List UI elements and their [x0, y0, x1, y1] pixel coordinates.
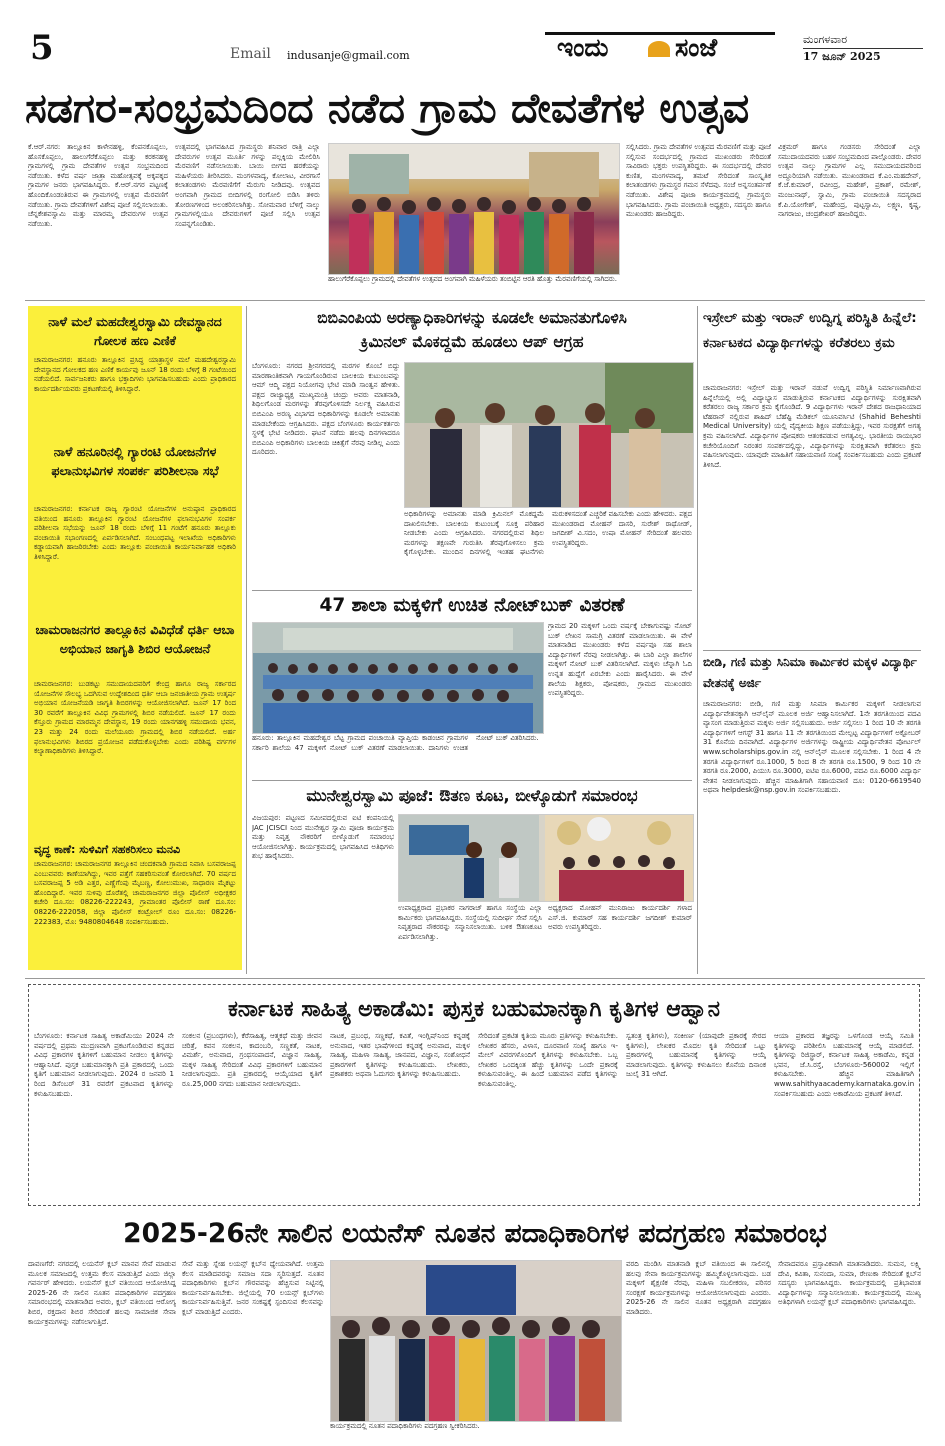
email-address[interactable]: indusanje@gmail.com — [287, 49, 410, 62]
aap-delegation-photo — [404, 362, 694, 508]
page-number: 5 — [30, 28, 54, 68]
email-label: Email — [230, 46, 271, 62]
divider — [252, 780, 692, 781]
story1-photo-caption: ಹಾಲುಗೆರೆಕೊಪ್ಪಲು ಗ್ರಾಮದಲ್ಲಿ ದೇವತೆಗಳ ಉತ್ಸವದ ಅಂಗವಾಗಿ ಮಹಿಳೆಯರು ತಂಬಿಟ್ಟಿನ ಆರತಿ ಹೊತ್ತು ಮೆರವಣಿಗೆಯಲ್ಲಿ ಸಾಗಿದರು. — [328, 275, 617, 283]
story2-headline-line2: ಕ್ರಿಮಿನಲ್ ಮೊಕದ್ದಮೆ ಹೂಡಲು ಆಪ್ ಆಗ್ರಹ — [360, 333, 584, 351]
divider — [246, 306, 247, 974]
story6-column-1: ದಾವಣಗೆರೆ: ನಗರದಲ್ಲಿ ಲಯನೆಸ್ ಕ್ಲಬ್ ಮಾನವ ಸೇವೆ ಮಾಡುವ ಮೂಲಕ ಸಮಾಜದಲ್ಲಿ ಉತ್ತಮ ಕೆಲಸ ಮಾಡುತ್ತಿದೆ ಎಂದು ಜಿಲ್ಲಾ ಗವರ್ನರ್ ಹೇಳಿದರು. ಲಯನೆಸ್ ಕ್ಲಬ್ ವತಿಯಿಂದ ಆಯೋಜಿಸಿದ್ದ 2025-26 ನೇ ಸಾಲಿನ ನೂತನ ಪದಾಧಿಕಾರಿಗಳ ಪದಗ್ರಹಣ ಸಮಾರಂಭದಲ್ಲಿ ಮಾತನಾಡಿದ ಅವರು, ಕ್ಲಬ್ ವತಿಯಿಂದ ಆರೋಗ್ಯ ಶಿಬಿರ, ರಕ್ತದಾನ ಶಿಬಿರ ಸೇರಿದಂತೆ ಹಲವು ಸಾಮಾಜಿಕ ಸೇವಾ ಕಾರ್ಯಕ್ರಮಗಳನ್ನು ನಡೆಸಲಾಗುತ್ತಿದೆ. — [28, 1260, 176, 1326]
divider — [697, 306, 698, 974]
story6-column-2: ಸೇವೆ ಮತ್ತು ಸ್ನೇಹ ಲಯನ್ಸ್ ಕ್ಲಬ್‌ನ ಧ್ಯೇಯವಾಗಿದೆ. ಉತ್ತಮ ಕೆಲಸ ಮಾಡಿದವರನ್ನು ಸಮಾಜ ಸದಾ ಸ್ಮರಿಸುತ್ತದೆ. ನೂತನ ಪದಾಧಿಕಾರಿಗಳು ಕ್ಲಬ್‌ನ ಗೌರವವನ್ನು ಹೆಚ್ಚಿಸುವ ನಿಟ್ಟಿನಲ್ಲಿ ಕಾರ್ಯನಿರ್ವಹಿಸಬೇಕು. ಜಿಲ್ಲೆಯಲ್ಲಿ 70 ಲಯನ್ಸ್ ಕ್ಲಬ್‌ಗಳು ಕಾರ್ಯನಿರ್ವಹಿಸುತ್ತಿವೆ. ಜನರ ಸಂಕಷ್ಟಕ್ಕೆ ಸ್ಪಂದಿಸುವ ಕೆಲಸವನ್ನು ಕ್ಲಬ್ ಮಾಡುತ್ತಿದೆ ಎಂದರು. — [182, 1260, 324, 1316]
story5-column-6: ಆಯಾ ಪ್ರಕಾರದ ತಜ್ಞರನ್ನು ಒಳಗೊಂಡ ಆಯ್ಕೆ ಸಮಿತಿ ಕೃತಿಗಳನ್ನು ಪರಿಶೀಲಿಸಿ ಬಹುಮಾನಕ್ಕೆ ಆಯ್ಕೆ ಮಾಡಲಿದೆ. ಕೃತಿಗಳನ್ನು ರಿಜಿಸ್ಟ್ರಾರ್, ಕರ್ನಾಟಕ ಸಾಹಿತ್ಯ ಅಕಾಡೆಮಿ, ಕನ್ನಡ ಭವನ, ಜೆ.ಸಿ.ರಸ್ತೆ, ಬೆಂಗಳೂರು-560002 ಇಲ್ಲಿಗೆ ಕಳುಹಿಸಬೇಕು. ಹೆಚ್ಚಿನ ಮಾಹಿತಿಗಾಗಿ www.sahithyaacademy.karnataka.gov.in ಸಂಪರ್ಕಿಸಬಹುದು ಎಂದು ಅಕಾಡೆಮಿಯ ಪ್ರಕಟಣೆ ತಿಳಿಸಿದೆ. — [774, 1032, 914, 1098]
story4-column-1: ವಿಜಯಪುರ: ಪಟ್ಟಣದ ಸಮೀಪದಲ್ಲಿರುವ ಐಟಿ ಕಂಪನಿಯಲ್ಲಿ JAC JCISCI ನಿಂದ ಮುನೇಶ್ವರ ಸ್ವಾಮಿ ಪೂಜಾ ಕಾರ್ಯಕ್ರಮ ಮತ್ತು ನಿವೃತ್ತ ನೌಕರರಿಗೆ ಬೀಳ್ಕೊಡುಗೆ ಸಮಾರಂಭ ಆಯೋಜಿಸಲಾಗಿತ್ತು. ಕಾರ್ಯಕ್ರಮದಲ್ಲಿ ಭಾಗವಹಿಸಿದ ಅತಿಥಿಗಳು ಶುಭ ಹಾರೈಸಿದರು. — [252, 814, 394, 861]
logo-text-right: ಸಂಜೆ — [675, 33, 718, 62]
notice3-headline: ಚಾಮರಾಜನಗರ ತಾಲ್ಲೂಕಿನ ವಿವಿಧೆಡೆ ಧರ್ತಿ ಆಬಾ ಅಭಿಯಾನ ಜಾಗೃತಿ ಶಿಬಿರ ಆಯೋಜನೆ — [35, 622, 235, 656]
story4-column-2: ಉಪಾಧ್ಯಕ್ಷರಾದ ಪ್ರಭಾಕರ ನಾಗರಾಜ್ ಹಾಗೂ ಸಂಸ್ಥೆಯ ಎಲ್ಲಾ ಕಾರ್ಮಿಕರು ಭಾಗವಹಿಸಿದ್ದರು. ಸಂಸ್ಥೆಯಲ್ಲಿ ಸುದೀರ್ಘ ಸೇವೆ ಸಲ್ಲಿಸಿ ನಿವೃತ್ತರಾದ ನೌಕರರನ್ನು ಸನ್ಮಾನಿಸಲಾಯಿತು. ಬಳಿಕ ಔತಣಕೂಟ ಏರ್ಪಡಿಸಲಾಗಿತ್ತು. — [398, 904, 542, 941]
notice3-body: ಚಾಮರಾಜನಗರ: ಬುಡಕಟ್ಟು ಸಮುದಾಯದವರಿಗೆ ಕೇಂದ್ರ ಹಾಗೂ ರಾಜ್ಯ ಸರ್ಕಾರದ ಯೋಜನೆಗಳ ಸೌಲಭ್ಯ ಒದಗಿಸುವ ಉದ್ದೇಶದಿಂದ ಧರ್ತಿ ಆಬಾ ಜನಜಾತೀಯ ಗ್ರಾಮ ಉತ್ಕರ್ಷ ಅಭಿಯಾನ ಯೋಜನೆಯಡಿ ಜಾಗೃತಿ ಶಿಬಿರಗಳನ್ನು ಆಯೋಜಿಸಲಾಗಿದೆ. ಜೂನ್ 17 ರಿಂದ 30 ರವರೆಗೆ ತಾಲ್ಲೂಕಿನ ವಿವಿಧ ಗ್ರಾಮಗಳಲ್ಲಿ ಶಿಬಿರ ನಡೆಯಲಿದೆ. ಜೂನ್ 17 ರಂದು ಕೆಸ್ತೂರು ಗ್ರಾಮದ ಮಾರಮ್ಮನ ದೇವಸ್ಥಾನ, 19 ರಂದು ಯಾನಗಹಳ್ಳಿ ಸಮುದಾಯ ಭವನ, 23 ಮತ್ತು 24 ರಂದು ಮಲೆಯೂರು ಗ್ರಾಮದಲ್ಲಿ ಶಿಬಿರ ನಡೆಯಲಿದೆ. ಅರ್ಹ ಫಲಾನುಭವಿಗಳು ಶಿಬಿರದ ಪ್ರಯೋಜನ ಪಡೆದುಕೊಳ್ಳಬೇಕು ಎಂದು ಪರಿಶಿಷ್ಟ ವರ್ಗಗಳ ಕಲ್ಯಾಣಾಧಿಕಾರಿಗಳು ತಿಳಿಸಿದ್ದಾರೆ. — [34, 680, 236, 756]
issue-weekday: ಮಂಗಳವಾರ — [803, 33, 923, 49]
box-right1-body: ಚಾಮರಾಜನಗರ: ಇಸ್ರೇಲ್ ಮತ್ತು ಇರಾನ್ ನಡುವೆ ಉದ್ವಿಗ್ನ ಪರಿಸ್ಥಿತಿ ನಿರ್ಮಾಣವಾಗಿರುವ ಹಿನ್ನೆಲೆಯಲ್ಲಿ ಅಲ್ಲಿ ವಿದ್ಯಾಭ್ಯಾಸ ಮಾಡುತ್ತಿರುವ ಕರ್ನಾಟಕದ ವಿದ್ಯಾರ್ಥಿಗಳನ್ನು ಸುರಕ್ಷಿತವಾಗಿ ಕರೆತರಲು ರಾಜ್ಯ ಸರ್ಕಾರ ಕ್ರಮ ಕೈಗೊಂಡಿದೆ. 9 ವಿದ್ಯಾರ್ಥಿಗಳು ಇರಾನ್ ದೇಶದ ರಾಜಧಾನಿಯಾದ ಟೆಹರಾನ್ ನಲ್ಲಿರುವ ಶಾಹಿದ್ ಬೆಹೆಷ್ಟಿ ಮೆಡಿಕಲ್ ಯೂನಿವರ್ಸಿಟಿ (Shahid Beheshti Medical University) ಯಲ್ಲಿ ವೈದ್ಯಕೀಯ ಶಿಕ್ಷಣ ಪಡೆಯುತ್ತಿದ್ದು, ಇವರ ಸುರಕ್ಷತೆಗೆ ಅಗತ್ಯ ಕ್ರಮ ವಹಿಸಲಾಗಿದೆ. ವಿದ್ಯಾರ್ಥಿಗಳ ಪೋಷಕರು ಆತಂಕಪಡುವ ಅಗತ್ಯವಿಲ್ಲ. ಭಾರತೀಯ ರಾಯಭಾರ ಕಚೇರಿಯೊಂದಿಗೆ ನಿರಂತರ ಸಂಪರ್ಕದಲ್ಲಿದ್ದು, ವಿದ್ಯಾರ್ಥಿಗಳನ್ನು ಸುರಕ್ಷಿತವಾಗಿ ಕರೆತರಲು ಕ್ರಮ ವಹಿಸಲಾಗುವುದು. ಯಾವುದೇ ಮಾಹಿತಿಗೆ ಸಹಾಯವಾಣಿ ಸಂಖ್ಯೆ ಸಂಪರ್ಕಿಸಬಹುದು ಎಂದು ಪ್ರಕಟಣೆ ತಿಳಿಸಿದೆ. — [703, 384, 921, 469]
story5-headline: ಕರ್ನಾಟಕ ಸಾಹಿತ್ಯ ಅಕಾಡೆಮಿ: ಪುಸ್ತಕ ಬಹುಮಾನಕ್ಕಾಗಿ ಕೃತಿಗಳ ಆಹ್ವಾನ — [228, 997, 720, 1022]
notice4-headline: ವೃದ್ಧ ಕಾಣೆ: ಸುಳಿವಿಗೆ ಸಹಕರಿಸಲು ಮನವಿ — [34, 843, 181, 856]
story3-column-right: ಗ್ರಾಮದ 20 ಮಕ್ಕಳಿಗೆ ಒಂದು ವರ್ಷಕ್ಕೆ ಬೇಕಾಗುವಷ್ಟು ನೋಟ್ ಬುಕ್ ಲೇಖನ ಸಾಮಗ್ರಿ ವಿತರಣೆ ಮಾಡಲಾಯಿತು. ಈ ವೇಳೆ ಮಾತನಾಡಿದ ಮುಖಂಡರು ಕಳೆದ ವರ್ಷವೂ ಸಹ ಶಾಲಾ ವಿದ್ಯಾರ್ಥಿಗಳಿಗೆ ನೆರವು ನೀಡಲಾಗಿತ್ತು. ಈ ಬಾರಿ ಎಲ್ಲಾ ಶಾಲೆಗಳ ಮಕ್ಕಳಿಗೆ ನೋಟ್ ಬುಕ್ ವಿತರಿಸಲಾಗಿದೆ. ಮಕ್ಕಳು ಚೆನ್ನಾಗಿ ಓದಿ ಉನ್ನತ ಹುದ್ದೆಗೆ ಏರಬೇಕು ಎಂದು ಹಾರೈಸಿದರು. ಈ ವೇಳೆ ಶಾಲೆಯ ಶಿಕ್ಷಕರು, ಪೋಷಕರು, ಗ್ರಾಮದ ಮುಖಂಡರು ಉಪಸ್ಥಿತರಿದ್ದರು. — [548, 622, 692, 698]
story1-column-4: ವಿಕ್ರಮರ್ ಹಾಗೂ ಗಂಡಸರು ಸೇರಿದಂತೆ ಎಲ್ಲಾ ಸಮುದಾಯದವರು ಬಹಳ ಸಂಭ್ರಮದಿಂದ ಪಾಲ್ಗೊಂಡರು. ದೇವರ ಉತ್ಸವ ನಾಲ್ಕು ಗ್ರಾಮಗಳ ಎಲ್ಲ ಸಮುದಾಯದವರಿಂದ ಅದ್ದೂರಿಯಾಗಿ ನಡೆಯಿತು. ಮುಖಂಡರಾದ ಕೆ.ಎಂ.ಮಹದೇವ್, ಕೆ.ಜೆ.ಕುಮಾರ್, ರವೀಂದ್ರ, ಮಹೇಶ್, ಪ್ರಕಾಶ್, ರಮೇಶ್, ಮಂಜುನಾಥ್, ಸ್ವಾಮಿ, ಗ್ರಾಮ ಪಂಚಾಯಿತಿ ಸದಸ್ಯರಾದ ಕೆ.ಪಿ.ಯೋಗೇಶ್, ಮಹೇಂದ್ರ, ಪುಟ್ಟಸ್ವಾಮಿ, ಲಕ್ಷ್ಮಣ, ಕೃಷ್ಣ, ನಾಗರಾಜು, ಚಂದ್ರಶೇಖರ್ ಹಾಜರಿದ್ದರು. — [778, 143, 921, 219]
story1-column-3: ಸಲ್ಲಿಸಿದರು. ಗ್ರಾಮ ದೇವತೆಗಳ ಉತ್ಸವದ ಮೆರವಣಿಗೆ ಮತ್ತು ಪೂಜೆ ಸಲ್ಲಿಸುವ ಸಂದರ್ಭದಲ್ಲಿ ಗ್ರಾಮದ ಮುಖಂಡರು ಸೇರಿದಂತೆ ಸಾವಿರಾರು ಭಕ್ತರು ಉಪಸ್ಥಿತರಿದ್ದರು. ಈ ಸಂದರ್ಭದಲ್ಲಿ ದೇವರ ಕುಣಿತ, ಮಂಗಳವಾದ್ಯ, ತಮಟೆ ಸೇರಿದಂತೆ ಸಾಂಸ್ಕೃತಿಕ ಕಲಾತಂಡಗಳು ಗ್ರಾಮಸ್ಥರ ಗಮನ ಸೆಳೆದವು. ಸಂಜೆ ಅನ್ನಸಂತರ್ಪಣೆ ನಡೆಯಿತು. ವಿಶೇಷ ಪೂಜಾ ಕಾರ್ಯಕ್ರಮದಲ್ಲಿ ಗ್ರಾಮಸ್ಥರು ಭಾಗವಹಿಸಿದರು. ಗ್ರಾಮ ಪಂಚಾಯಿತಿ ಅಧ್ಯಕ್ಷರು, ಸದಸ್ಯರು ಹಾಗೂ ಮುಖಂಡರು ಹಾಜರಿದ್ದರು. — [626, 143, 771, 219]
logo-emblem-icon — [648, 41, 670, 57]
story6-headline: 2025-26ನೇ ಸಾಲಿನ ಲಯನೆಸ್ ನೂತನ ಪದಾಧಿಕಾರಿಗಳ ಪದಗ್ರಹಣ ಸಮಾರಂಭ — [123, 1218, 827, 1249]
story2-column-1: ಬೆಂಗಳೂರು: ನಗರದ ಶ್ರೀನಗರದಲ್ಲಿ ಮರಗಳ ಕೊಂಬೆ ಬಿದ್ದು ಮಾರಣಾಂತಿಕವಾಗಿ ಗಾಯಗೊಂಡಿರುವ ಬಾಲಕಿಯ ಕುಟುಂಬವನ್ನು ಆಮ್ ಆದ್ಮಿ ಪಕ್ಷದ ನಿಯೋಗವು ಭೇಟಿ ಮಾಡಿ ಸಾಂತ್ವನ ಹೇಳಿತು. ಪಕ್ಷದ ರಾಜ್ಯಾಧ್ಯಕ್ಷ ಮುಖ್ಯಮಂತ್ರಿ ಚಂದ್ರು ಅವರು ಮಾತನಾಡಿ, ಶಿಥಿಲಗೊಂಡ ಮರಗಳನ್ನು ತೆರವುಗೊಳಿಸದೇ ನಿರ್ಲಕ್ಷ್ಯ ವಹಿಸಿರುವ ಬಿಬಿಎಂಪಿ ಅರಣ್ಯ ವಿಭಾಗದ ಅಧಿಕಾರಿಗಳನ್ನು ಕೂಡಲೇ ಅಮಾನತು ಮಾಡಬೇಕೆಂದು ಆಗ್ರಹಿಸಿದರು. ಪಕ್ಷದ ಬೆಂಗಳೂರು ಕಾರ್ಯಕರ್ತರು ಸ್ಥಳಕ್ಕೆ ಭೇಟಿ ನೀಡಿದರು. ಘಟನೆ ನಡೆದು ಹಲವು ದಿನಗಳಾದರೂ ಬಿಬಿಎಂಪಿ ಅಧಿಕಾರಿಗಳು ಬಾಲಕಿಯ ಚಿಕಿತ್ಸೆಗೆ ನೆರವು ನೀಡಿಲ್ಲ ಎಂದು ದೂರಿದರು. — [252, 362, 400, 457]
notice2-body: ಚಾಮರಾಜನಗರ: ಕರ್ನಾಟಕ ರಾಜ್ಯ ಗ್ಯಾರಂಟಿ ಯೋಜನೆಗಳ ಅನುಷ್ಠಾನ ಪ್ರಾಧಿಕಾರದ ವತಿಯಿಂದ ಹನೂರು ತಾಲ್ಲೂಕಿನ ಗ್ಯಾರಂಟಿ ಯೋಜನೆಗಳ ಫಲಾನುಭವಿಗಳ ಸಂಪರ್ಕ ಪರಿಶೀಲನಾ ಸಭೆಯನ್ನು ಜೂನ್ 18 ರಂದು ಬೆಳಿಗ್ಗೆ 11 ಗಂಟೆಗೆ ಹನೂರು ತಾಲ್ಲೂಕು ಪಂಚಾಯಿತಿ ಸಭಾಂಗಣದಲ್ಲಿ ಏರ್ಪಡಿಸಲಾಗಿದೆ. ಸಂಬಂಧಪಟ್ಟ ಇಲಾಖೆಯ ಅಧಿಕಾರಿಗಳು ಕಡ್ಡಾಯವಾಗಿ ಹಾಜರಿರಬೇಕು ಎಂದು ತಾಲ್ಲೂಕು ಪಂಚಾಯಿತಿ ಕಾರ್ಯನಿರ್ವಾಹಕ ಅಧಿಕಾರಿ ತಿಳಿಸಿದ್ದಾರೆ. — [34, 505, 236, 561]
story2-column-2: ಅಧಿಕಾರಿಗಳನ್ನು ಅಮಾನತು ಮಾಡಿ ಕ್ರಿಮಿನಲ್ ಮೊಕದ್ದಮೆ ದಾಖಲಿಸಬೇಕು. ಬಾಲಕಿಯ ಕುಟುಂಬಕ್ಕೆ ಸೂಕ್ತ ಪರಿಹಾರ ನೀಡಬೇಕು ಎಂದು ಆಗ್ರಹಿಸಿದರು. ನಗರದಲ್ಲಿರುವ ಶಿಥಿಲ ಮರಗಳನ್ನು ತಕ್ಷಣವೇ ಗುರುತಿಸಿ ತೆರವುಗೊಳಿಸಲು ಕ್ರಮ ಕೈಗೊಳ್ಳಬೇಕು. ಮುಂದಿನ ದಿನಗಳಲ್ಲಿ ಇಂತಹ ಘಟನೆಗಳು ಮರುಕಳಿಸದಂತೆ ಎಚ್ಚರಿಕೆ ವಹಿಸಬೇಕು ಎಂದು ಹೇಳಿದರು. ಪಕ್ಷದ ಮುಖಂಡರಾದ ಮೋಹನ್ ದಾಸರಿ, ಸುರೇಶ್ ರಾಥೋಡ್, ಜಗದೀಶ್ ವಿ.ಸದಂ, ಉಷಾ ಮೋಹನ್ ಸೇರಿದಂತೆ ಹಲವರು ಉಪಸ್ಥಿತರಿದ್ದರು. — [404, 510, 692, 557]
story6-photo-caption: ಕಾರ್ಯಕ್ರಮದಲ್ಲಿ ನೂತನ ಪದಾಧಿಕಾರಿಗಳು ಪದಗ್ರಹಣ ಸ್ವೀಕರಿಸಿದರು. — [330, 1422, 480, 1430]
festival-procession-photo — [328, 143, 620, 275]
story6-column-4: ಸೇವಾದವರೂ ಪ್ರಸ್ತಾವಿಕವಾಗಿ ಮಾತನಾಡಿದರು. ಸುಮನ, ಲಕ್ಷ್ಮಿ ದೇವಿ, ಕವಿತಾ, ಸುನಂದಾ, ಸುಮಾ, ರೇಣುಕಾ ಸೇರಿದಂತೆ ಕ್ಲಬ್‌ನ ಸದಸ್ಯರು ಭಾಗವಹಿಸಿದ್ದರು. ಕಾರ್ಯಕ್ರಮದಲ್ಲಿ ಪ್ರತಿಭಾವಂತ ವಿದ್ಯಾರ್ಥಿಗಳನ್ನು ಸನ್ಮಾನಿಸಲಾಯಿತು. ಕಾರ್ಯಕ್ರಮದಲ್ಲಿ ಮುಖ್ಯ ಅತಿಥಿಗಳಾಗಿ ಲಯನ್ಸ್ ಕ್ಲಬ್ ಪದಾಧಿಕಾರಿಗಳು ಭಾಗವಹಿಸಿದ್ದರು. — [778, 1260, 921, 1307]
story5-column-5: ಸ್ವತಂತ್ರ ಕೃತಿಗಳು), ಸಂಕೀರ್ಣ (ಯಾವುದೇ ಪ್ರಕಾರಕ್ಕೆ ಸೇರದ ಕೃತಿಗಳು), ಲೇಖಕರ ಮೊದಲ ಕೃತಿ ಸೇರಿದಂತೆ ಒಟ್ಟು ಪ್ರಕಾರಗಳಲ್ಲಿ ಬಹುಮಾನಕ್ಕೆ ಕೃತಿಗಳನ್ನು ಆಯ್ಕೆ ಮಾಡಲಾಗುವುದು. ಕೃತಿಗಳನ್ನು ಕಳುಹಿಸಲು ಕೊನೆಯ ದಿನಾಂಕ ಜುಲೈ 31 ಆಗಿದೆ. — [626, 1032, 766, 1079]
felicitation-ceremony-photo — [398, 814, 694, 902]
notice1-body: ಚಾಮರಾಜನಗರ: ಹನೂರು ತಾಲ್ಲೂಕಿನ ಪ್ರಸಿದ್ಧ ಯಾತ್ರಾಸ್ಥಳ ಮಲೆ ಮಹದೇಶ್ವರಸ್ವಾಮಿ ದೇವಸ್ಥಾನದ ಗೋಲಕದ ಹಣ ಎಣಿಕೆ ಕಾರ್ಯವು ಜೂನ್ 18 ರಂದು ಬೆಳಿಗ್ಗೆ 8 ಗಂಟೆಯಿಂದ ನಡೆಯಲಿದೆ. ಸಾರ್ವಜನಿಕರು ಹಾಗೂ ಭಕ್ತಾದಿಗಳು ಭಾಗವಹಿಸಬಹುದು ಎಂದು ಪ್ರಾಧಿಕಾರದ ಕಾರ್ಯದರ್ಶಿಯವರು ಪ್ರಕಟಣೆಯಲ್ಲಿ ತಿಳಿಸಿದ್ದಾರೆ. — [34, 356, 236, 393]
notice4-body: ಚಾಮರಾಜನಗರ: ಚಾಮರಾಜನಗರ ತಾಲ್ಲೂಕಿನ ಚಂದಕವಾಡಿ ಗ್ರಾಮದ ನಿವಾಸಿ ಬಸವರಾಜಪ್ಪ ಎಂಬುವವರು ಕಾಣೆಯಾಗಿದ್ದು, ಇವರ ಪತ್ತೆಗೆ ಸಹಕರಿಸುವಂತೆ ಕೋರಲಾಗಿದೆ. 70 ವರ್ಷದ ಬಸವರಾಜಪ್ಪ 5 ಅಡಿ ಎತ್ತರ, ಎಣ್ಣೆಗೆಂಪು ಮೈಬಣ್ಣ, ಕೋಲುಮುಖ, ಸಾಧಾರಣ ಮೈಕಟ್ಟು ಹೊಂದಿದ್ದಾರೆ. ಇವರ ಸುಳಿವು ದೊರೆತಲ್ಲಿ ಚಾಮರಾಜನಗರ ಜಿಲ್ಲಾ ಪೊಲೀಸ್ ಅಧೀಕ್ಷಕರ ಕಚೇರಿ ದೂ.ಸಂ: 08226-222243, ಗ್ರಾಮಾಂತರ ಪೊಲೀಸ್ ಠಾಣೆ ದೂ.ಸಂ: 08226-222058, ಜಿಲ್ಲಾ ಪೊಲೀಸ್ ಕಂಟ್ರೋಲ್ ರೂಂ ದೂ.ಸಂ: 08226-222383, ಮೊ: 9480804648 ಸಂಪರ್ಕಿಸಬಹುದು. — [34, 860, 236, 926]
logo-text-left: ಇಂದು — [557, 33, 609, 62]
masthead — [0, 0, 945, 70]
notice1-headline: ನಾಳೆ ಮಲೆ ಮಹದೇಶ್ವರಸ್ವಾಮಿ ದೇವಸ್ಥಾನದ ಗೋಲಕ ಹಣ ಎಣಿಕೆ — [48, 314, 222, 348]
story5-column-3: ನಾಟಕ, ಪ್ರಬಂಧ, ಸಣ್ಣಕಥೆ, ಕವಿತೆ, ಇಂಗ್ಲಿಷ್‌ನಿಂದ ಕನ್ನಡಕ್ಕೆ ಅನುವಾದ, ಇತರ ಭಾಷೆಗಳಿಂದ ಕನ್ನಡಕ್ಕೆ ಅನುವಾದ, ಮಕ್ಕಳ ಸಾಹಿತ್ಯ, ಮಹಿಳಾ ಸಾಹಿತ್ಯ, ಜಾನಪದ, ವಿಜ್ಞಾನ, ಸಂಶೋಧನೆ ಪ್ರಕಾರಗಳಿಗೆ ಕೃತಿಗಳನ್ನು ಕಳುಹಿಸಬಹುದು. ಲೇಖಕರು, ಪ್ರಕಾಶಕರು ಅಥವಾ ಓದುಗರು ಕೃತಿಗಳನ್ನು ಕಳುಹಿಸಬಹುದು. — [330, 1032, 470, 1079]
story1-headline: ಸಡಗರ-ಸಂಭ್ರಮದಿಂದ ನಡೆದ ಗ್ರಾಮ ದೇವತೆಗಳ ಉತ್ಸವ — [25, 84, 750, 132]
students-notebook-photo — [252, 622, 544, 734]
story1-column-1: ಕೆ.ಆರ್.ನಗರ: ತಾಲ್ಲೂಕಿನ ಕಾಳೇನಹಳ್ಳಿ, ಕೆಂಪನಕೊಪ್ಪಲು, ಹೊಸಕೊಪ್ಪಲು, ಹಾಲುಗೆರೆಕೊಪ್ಪಲು ಮತ್ತು ಕರಕನಹಳ್ಳಿ ಗ್ರಾಮಗಳಲ್ಲಿ ಗ್ರಾಮ ದೇವತೆಗಳ ಉತ್ಸವ ಸಂಭ್ರಮದಿಂದ ನಡೆಯಿತು. ಕಳೆದ ವರ್ಷ ಜಾತ್ರಾ ಮಹೋತ್ಸವಕ್ಕೆ ಅಕ್ಕಪಕ್ಕದ ಗ್ರಾಮಗಳ ಜನರು ಭಾಗವಹಿಸಿದ್ದರು. ಕೆ.ಆರ್.ನಗರ ಪಟ್ಟಣಕ್ಕೆ ಹೊಂದಿಕೊಂಡಂತಿರುವ ಈ ಗ್ರಾಮಗಳಲ್ಲಿ ಉತ್ಸವ ಮೆರವಣಿಗೆ ನಡೆಯಿತು. ಗ್ರಾಮ ದೇವತೆಗಳಿಗೆ ವಿಶೇಷ ಪೂಜೆ ಸಲ್ಲಿಸಲಾಯಿತು. ಚೆನ್ನಕೇಶವಸ್ವಾಮಿ ಮತ್ತು ಮಾರಮ್ಮ ದೇವರುಗಳ ಉತ್ಸವ ನಡೆಯಿತು. — [28, 143, 168, 228]
lioness-ceremony-photo — [330, 1260, 622, 1422]
divider — [25, 300, 925, 301]
story5-column-2: ಸಂಕಲನ (ಪ್ರಬಂಧಗಳು), ಕೆರೆಸಾಹಿತ್ಯ, ಆತ್ಮಕಥೆ ಮತ್ತು ಜೀವನ ಚರಿತ್ರೆ, ಕವನ ಸಂಕಲನ, ಕಾದಂಬರಿ, ಸಣ್ಣಕತೆ, ನಾಟಕ, ವಿಮರ್ಶೆ, ಅನುವಾದ, ಗ್ರಂಥಸಂಪಾದನೆ, ವಿಜ್ಞಾನ ಸಾಹಿತ್ಯ, ಮಕ್ಕಳ ಸಾಹಿತ್ಯ ಸೇರಿದಂತೆ ವಿವಿಧ ಪ್ರಕಾರಗಳಿಗೆ ಬಹುಮಾನ ನೀಡಲಾಗುವುದು. ಪ್ರತಿ ಪ್ರಕಾರದಲ್ಲಿ ಆಯ್ಕೆಯಾದ ಕೃತಿಗೆ ರೂ.25,000 ನಗದು ಬಹುಮಾನ ನೀಡಲಾಗುವುದು. — [182, 1032, 322, 1088]
story6-column-3: ವರದಿ ಮಂಡಿಸಿ ಮಾತನಾಡಿ ಕ್ಲಬ್ ವತಿಯಿಂದ ಈ ಸಾಲಿನಲ್ಲಿ ಹಲವು ಸೇವಾ ಕಾರ್ಯಕ್ರಮಗಳನ್ನು ಹಮ್ಮಿಕೊಳ್ಳಲಾಗುವುದು. ಬಡ ಮಕ್ಕಳಿಗೆ ಶೈಕ್ಷಣಿಕ ನೆರವು, ಮಹಿಳಾ ಸಬಲೀಕರಣ, ಪರಿಸರ ಸಂರಕ್ಷಣೆ ಕಾರ್ಯಕ್ರಮಗಳನ್ನು ಆಯೋಜಿಸಲಾಗುವುದು ಎಂದರು. 2025-26 ನೇ ಸಾಲಿನ ನೂತನ ಅಧ್ಯಕ್ಷರಾಗಿ ಪದಗ್ರಹಣ ಮಾಡಿದರು. — [626, 1260, 771, 1316]
story2-headline-line1: ಬಿಬಿಎಂಪಿಯ ಅರಣ್ಯಾಧಿಕಾರಿಗಳನ್ನು ಕೂಡಲೇ ಅಮಾನತುಗೊಳಿಸಿ — [317, 309, 627, 327]
story3-headline: 47 ಶಾಲಾ ಮಕ್ಕಳಿಗೆ ಉಚಿತ ನೋಟ್‌ಬುಕ್ ವಿತರಣೆ — [319, 595, 625, 616]
divider — [252, 590, 692, 591]
divider — [703, 650, 921, 651]
story3-photo-caption: ಹನೂರು: ತಾಲ್ಲೂಕಿನ ಮಹದೇಶ್ವರ ಬೆಟ್ಟ ಗ್ರಾಮದ ಪಂಚಾಯಿತಿ ವ್ಯಾಪ್ತಿಯ ಕಾಡಂಚಿನ ಗ್ರಾಮಗಳ ಸರ್ಕಾರಿ ಶಾಲೆಯ 47 ಮಕ್ಕಳಿಗೆ ನೋಟ್ ಬುಕ್ ವಿತರಣೆ ಮಾಡಲಾಯಿತು. ದಾನಿಗಳು ಉಚಿತ ನೋಟ್ ಬುಕ್ ವಿತರಿಸಿದರು. — [252, 734, 539, 752]
masthead-logo — [545, 32, 775, 66]
story4-column-3: ಅಧ್ಯಕ್ಷರಾದ ಮೋಹನ್ ಮುನಿರಾಜು ಕಾರ್ಯದರ್ಶಿ ಗಳಾದ ಎಸ್.ಜಿ. ಕುಮಾರ್ ಸಹ ಕಾರ್ಯದರ್ಶಿ ಜಗದೀಶ್ ಕುಮಾರ್ ಅವರು ಉಪಸ್ಥಿತರಿದ್ದರು. — [548, 904, 692, 932]
box-right2-body: ಚಾಮರಾಜನಗರ: ಬೀಡಿ, ಗಣಿ ಮತ್ತು ಸಿನಿಮಾ ಕಾರ್ಮಿಕರ ಮಕ್ಕಳಿಗೆ ನೀಡಲಾಗುವ ವಿದ್ಯಾರ್ಥಿವೇತನಕ್ಕಾಗಿ ಆನ್‌ಲೈನ್ ಮೂಲಕ ಅರ್ಜಿ ಆಹ್ವಾನಿಸಲಾಗಿದೆ. 1ನೇ ತರಗತಿಯಿಂದ ಪದವಿ ವ್ಯಾಸಂಗ ಮಾಡುತ್ತಿರುವ ಮಕ್ಕಳು ಅರ್ಜಿ ಸಲ್ಲಿಸಬಹುದು. ಅರ್ಜಿ ಸಲ್ಲಿಸಲು 1 ರಿಂದ 10 ನೇ ತರಗತಿ ವಿದ್ಯಾರ್ಥಿಗಳಿಗೆ ಆಗಸ್ಟ್ 31 ಹಾಗೂ 11 ನೇ ತರಗತಿಯಿಂದ ಮೇಲ್ಪಟ್ಟ ವಿದ್ಯಾರ್ಥಿಗಳಿಗೆ ಅಕ್ಟೋಬರ್ 31 ಕೊನೆಯ ದಿನವಾಗಿದೆ. ವಿದ್ಯಾರ್ಥಿಗಳ ಅರ್ಜಿಗಳನ್ನು ರಾಷ್ಟ್ರೀಯ ವಿದ್ಯಾರ್ಥಿವೇತನ ಪೋರ್ಟಲ್ www.scholarships.gov.in ನಲ್ಲಿ ಆನ್‌ಲೈನ್ ಮೂಲಕ ಸಲ್ಲಿಸಬೇಕು. 1 ರಿಂದ 4 ನೇ ತರಗತಿ ವಿದ್ಯಾರ್ಥಿಗಳಿಗೆ ರೂ.1000, 5 ರಿಂದ 8 ನೇ ತರಗತಿ ರೂ.1500, 9 ರಿಂದ 10 ನೇ ತರಗತಿ ರೂ.2000, ಪಿಯುಸಿ ರೂ.3000, ಐಟಿಐ ರೂ.6000, ಪದವಿ ರೂ.6000 ವಿದ್ಯಾರ್ಥಿ ವೇತನ ನೀಡಲಾಗುವುದು. ಹೆಚ್ಚಿನ ಮಾಹಿತಿಗಾಗಿ ಸಹಾಯವಾಣಿ ದೂ: 0120-6619540 ಅಥವಾ helpdesk@nsp.gov.in ಸಂಪರ್ಕಿಸಬಹುದು. — [703, 700, 921, 795]
box-right1-headline: ಇಸ್ರೇಲ್ ಮತ್ತು ಇರಾನ್ ಉದ್ವಿಗ್ನ ಪರಿಸ್ಥಿತಿ ಹಿನ್ನೆಲೆ: ಕರ್ನಾಟಕದ ವಿದ್ಯಾರ್ಥಿಗಳನ್ನು ಕರೆತರಲು ಕ್ರಮ — [703, 310, 917, 351]
story5-column-1: ಬೆಂಗಳೂರು: ಕರ್ನಾಟಕ ಸಾಹಿತ್ಯ ಅಕಾಡೆಮಿಯು 2024 ನೇ ವರ್ಷದಲ್ಲಿ ಪ್ರಥಮ ಮುದ್ರಣವಾಗಿ ಪ್ರಕಟಗೊಂಡಿರುವ ಕನ್ನಡದ ವಿವಿಧ ಪ್ರಕಾರಗಳ ಕೃತಿಗಳಿಗೆ ಬಹುಮಾನ ನೀಡಲು ಕೃತಿಗಳನ್ನು ಆಹ್ವಾನಿಸಿದೆ. ಪುಸ್ತಕ ಬಹುಮಾನಕ್ಕಾಗಿ ಪ್ರತಿ ಪ್ರಕಾರದಲ್ಲಿ ಒಂದು ಕೃತಿಗೆ ಬಹುಮಾನ ನೀಡಲಾಗುವುದು. 2024 ರ ಜನವರಿ 1 ರಿಂದ ಡಿಸೆಂಬರ್ 31 ರವರೆಗೆ ಪ್ರಕಟವಾದ ಕೃತಿಗಳನ್ನು ಕಳುಹಿಸಬಹುದು. — [34, 1032, 174, 1098]
box-right2-headline: ಬೀಡಿ, ಗಣಿ ಮತ್ತು ಸಿನಿಮಾ ಕಾರ್ಮಿಕರ ಮಕ್ಕಳ ವಿದ್ಯಾರ್ಥಿ ವೇತನಕ್ಕೆ ಅರ್ಜಿ — [703, 655, 917, 690]
story4-headline: ಮುನೇಶ್ವರಸ್ವಾಮಿ ಪೂಜೆ: ಔತಣ ಕೂಟ, ಬೀಳ್ಕೊಡುಗೆ ಸಮಾರಂಭ — [306, 786, 638, 805]
issue-date: 17 ಜೂನ್ 2025 — [803, 50, 881, 63]
story1-column-2: ಉತ್ಸವದಲ್ಲಿ ಭಾಗವಹಿಸಿದ ಗ್ರಾಮಸ್ಥರು ಶನಿವಾರ ರಾತ್ರಿ ಎಲ್ಲಾ ದೇವರುಗಳ ಉತ್ಸವ ಮೂರ್ತಿ ಗಳನ್ನು ಪಲ್ಲಕ್ಕಿಯ ಮೇಲಿರಿಸಿ ಮೆರವಣಿಗೆ ನಡೆಸಲಾಯಿತು. ಬಾಯಿ ಬೀಗದ ಹರಕೆಯನ್ನು ಮಹಿಳೆಯರು ತೀರಿಸಿದರು. ಮಂಗಳವಾದ್ಯ, ಕೋಲಾಟ, ವೀರಗಾಸೆ ಕಲಾತಂಡಗಳು ಮೆರವಣಿಗೆಗೆ ಮೆರುಗು ನೀಡಿದವು. ಉತ್ಸವದ ಅಂಗವಾಗಿ ಗ್ರಾಮದ ಬೀದಿಗಳಲ್ಲಿ ರಂಗೋಲಿ ಬಿಡಿಸಿ ತಳಿರು ತೋರಣಗಳಿಂದ ಅಲಂಕರಿಸಲಾಗಿತ್ತು. ಸೋಮವಾರ ಬೆಳಿಗ್ಗೆ ನಾಲ್ಕು ಗ್ರಾಮಗಳಲ್ಲಿಯೂ ದೇವರುಗಳಿಗೆ ಪೂಜೆ ಸಲ್ಲಿಸಿ ಉತ್ಸವ ಸಂಪನ್ನಗೊಂಡಿತು. — [175, 143, 320, 228]
notice2-headline: ನಾಳೆ ಹನೂರಿನಲ್ಲಿ ಗ್ಯಾರಂಟಿ ಯೋಜನೆಗಳ ಫಲಾನುಭವಿಗಳ ಸಂಪರ್ಕ ಪರಿಶೀಲನಾ ಸಭೆ — [51, 444, 219, 478]
story5-column-4: ಸೇರಿದಂತೆ ಪ್ರಕಟಿತ ಕೃತಿಯ ಮೂರು ಪ್ರತಿಗಳನ್ನು ಕಳುಹಿಸಬೇಕು. ಲೇಖಕರ ಹೆಸರು, ವಿಳಾಸ, ದೂರವಾಣಿ ಸಂಖ್ಯೆ ಹಾಗೂ ಇ-ಮೇಲ್ ವಿವರಗಳೊಂದಿಗೆ ಕೃತಿಗಳನ್ನು ಕಳುಹಿಸಬೇಕು. ಒಬ್ಬ ಲೇಖಕರ ಒಂದಕ್ಕಿಂತ ಹೆಚ್ಚು ಕೃತಿಗಳನ್ನು ಒಂದೇ ಪ್ರಕಾರಕ್ಕೆ ಕಳುಹಿಸುವಂತಿಲ್ಲ. ಈ ಹಿಂದೆ ಬಹುಮಾನ ಪಡೆದ ಕೃತಿಗಳನ್ನು ಕಳುಹಿಸುವಂತಿಲ್ಲ. — [478, 1032, 618, 1088]
divider — [25, 978, 925, 979]
